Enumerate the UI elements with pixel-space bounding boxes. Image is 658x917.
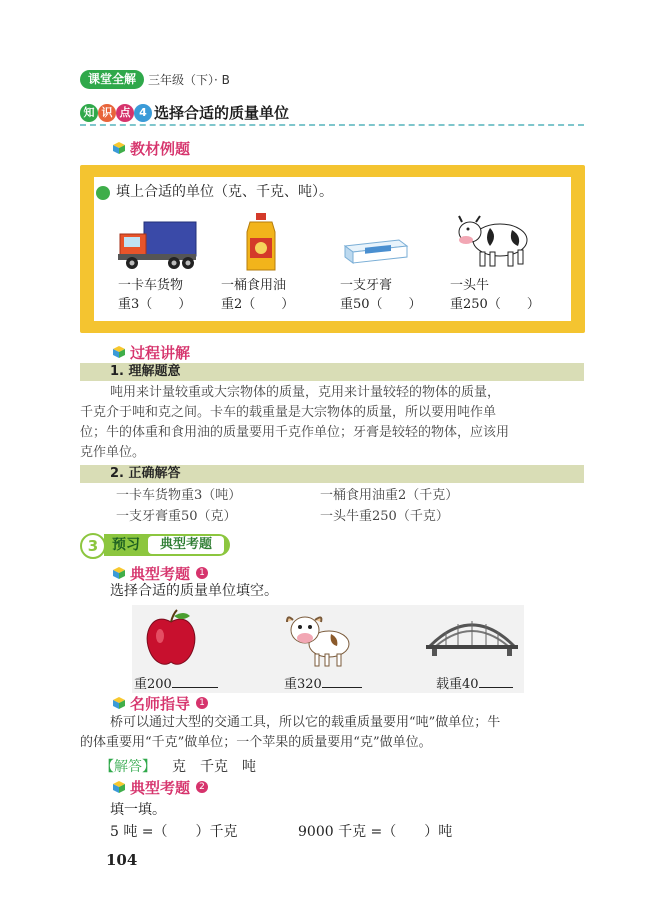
cube-icon	[112, 780, 126, 794]
cube-icon	[112, 141, 126, 155]
book-series-badge: 课堂全解	[80, 70, 144, 89]
cow-icon	[456, 210, 532, 270]
typical-question-1-heading: 典型考题	[130, 565, 191, 583]
apple-weight-text: 重200	[134, 677, 172, 692]
item-cow-line1: 一头牛	[450, 278, 490, 293]
kp-number: 4	[134, 104, 152, 122]
preview-tag: 预习	[112, 537, 140, 553]
kp-char-3: 点	[116, 104, 134, 122]
answer-truck: 一卡车货物重3（吨）	[116, 488, 242, 503]
typical-question-2-instruction: 填一填。	[110, 802, 166, 818]
step1-line-4: 克作单位。	[80, 445, 146, 460]
typical-question-1-instruction: 选择合适的质量单位填空。	[110, 583, 278, 599]
step1-line-2: 千克介于吨和克之间。卡车的载重量是大宗物体的质量，所以要用吨作单	[80, 405, 497, 420]
oil-bucket-icon	[244, 212, 278, 272]
apple-icon	[144, 608, 198, 668]
typical-question-2-heading: 典型考题	[130, 779, 191, 797]
kp-char-2: 识	[98, 104, 116, 122]
guidance-line-2: 的体重要用“千克”做单位；一个苹果的质量要用“克”做单位。	[80, 735, 432, 750]
example-prompt: 填上合适的单位（克、千克、吨）。	[116, 184, 333, 200]
answer-label: 【解答】	[100, 759, 156, 775]
answer-toothpaste: 一支牙膏重50（克）	[116, 509, 237, 524]
answer-text: 克 千克 吨	[172, 759, 256, 775]
kp-char-1: 知	[80, 104, 98, 122]
answer-blank[interactable]	[172, 687, 218, 688]
toothpaste-icon	[343, 238, 409, 264]
answer-blank[interactable]	[322, 687, 362, 688]
step1-line-3: 位；牛的体重和食用油的质量要用千克作单位；牙膏是较轻的物体，应该用	[80, 425, 510, 440]
cube-icon	[112, 345, 126, 359]
step1-line-1: 吨用来计量较重或大宗物体的质量，克用来计量较轻的物体的质量，	[110, 385, 501, 400]
bridge-load-label	[436, 675, 513, 695]
item-truck-line1: 一卡车货物	[118, 278, 184, 293]
page-number: 104	[106, 851, 138, 869]
teacher-guidance-heading: 名师指导	[130, 695, 191, 713]
conversion-question-1: 5 吨 =（ ）千克	[110, 824, 238, 840]
conversion-question-2: 9000 千克 =（ ）吨	[298, 824, 453, 840]
guidance-number-badge: 1	[196, 697, 208, 709]
preview-section-number: 3	[80, 533, 106, 559]
bridge-load-text: 载重40	[436, 677, 479, 692]
item-oil-line1: 一桶食用油	[221, 278, 287, 293]
item-cow-line2: 重250（ ）	[450, 297, 540, 312]
answer-cow: 一头牛重250（千克）	[320, 509, 449, 524]
knowledge-point-title: 选择合适的质量单位	[154, 104, 290, 122]
step1-title: 1. 理解题意	[110, 364, 181, 379]
calf-icon	[285, 606, 353, 668]
item-truck-line2: 重3（ ）	[118, 297, 192, 312]
bullet-dot-icon	[96, 186, 110, 200]
item-toothpaste-line1: 一支牙膏	[340, 278, 393, 293]
step2-title: 2. 正确解答	[110, 466, 181, 481]
item-toothpaste-line2: 重50（ ）	[340, 297, 422, 312]
cube-icon	[112, 696, 126, 710]
bridge-icon	[426, 612, 518, 656]
apple-weight-label	[134, 675, 218, 695]
question-number-badge: 2	[196, 781, 208, 793]
guidance-line-1: 桥可以通过大型的交通工具，所以它的载重质量要用“吨”做单位；牛	[110, 715, 501, 730]
typical-questions-tag: 典型考题	[148, 536, 224, 554]
calf-weight-label	[284, 675, 362, 695]
textbook-example-heading: 教材例题	[130, 140, 191, 158]
process-heading: 过程讲解	[130, 344, 191, 362]
item-oil-line2: 重2（ ）	[221, 297, 295, 312]
question-number-badge: 1	[196, 567, 208, 579]
dashed-divider	[80, 124, 584, 126]
cube-icon	[112, 566, 126, 580]
calf-weight-text: 重320	[284, 677, 322, 692]
answer-oil: 一桶食用油重2（千克）	[320, 488, 459, 503]
truck-icon	[116, 220, 198, 272]
grade-label: 三年级（下）· B	[148, 73, 230, 87]
answer-blank[interactable]	[479, 687, 513, 688]
